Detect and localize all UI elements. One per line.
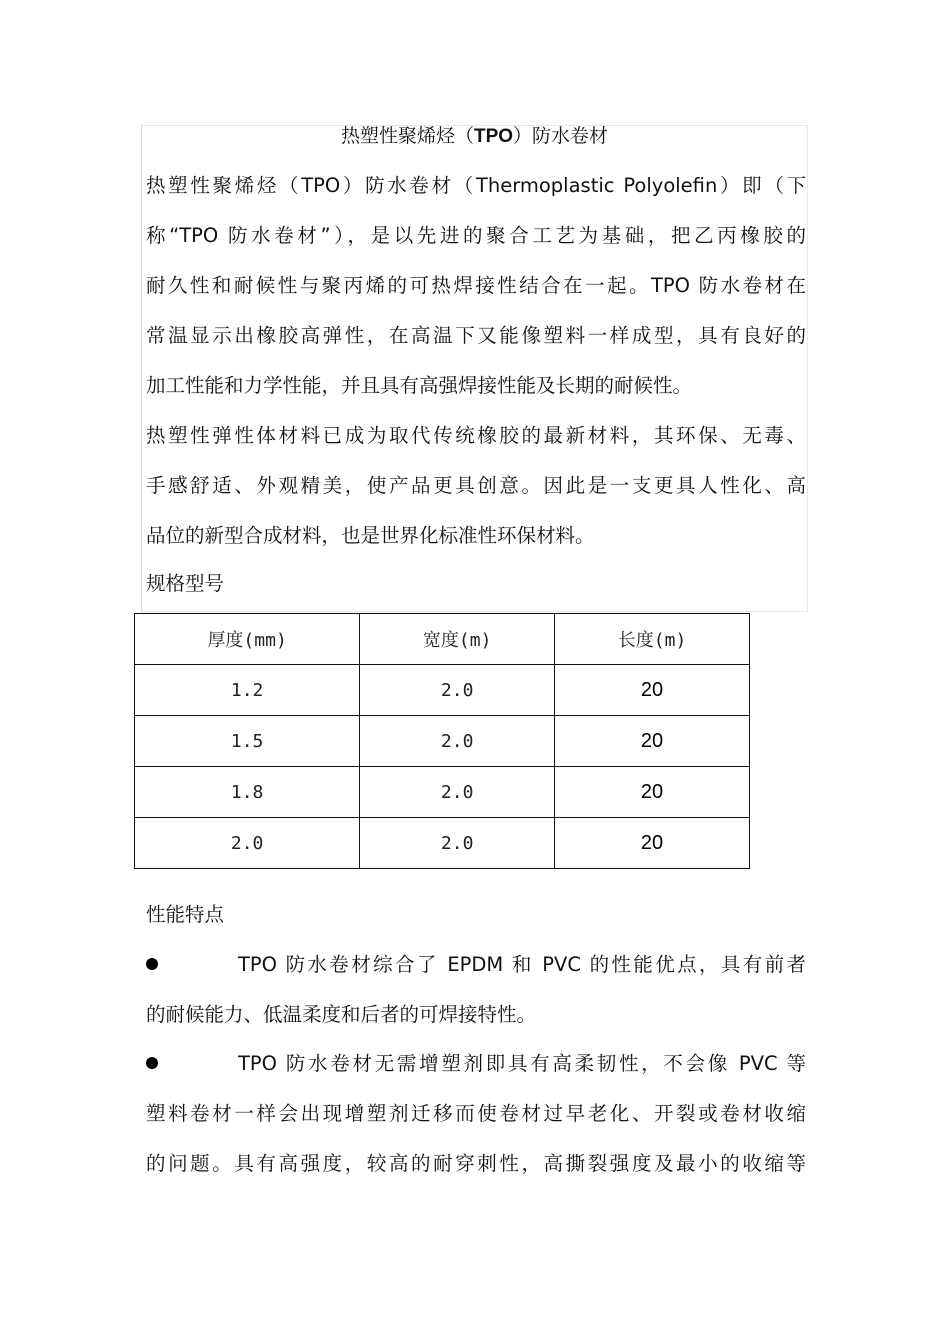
spec-heading: 规格型号 — [146, 572, 225, 595]
header-thickness: 厚度(mm) — [135, 614, 360, 665]
header-length: 长度(m) — [555, 614, 750, 665]
cell-width: 2.0 — [360, 767, 555, 818]
header-width: 宽度(m) — [360, 614, 555, 665]
bullet-line: TPO 防水卷材无需增塑剂即具有高柔韧性，不会像 PVC 等 — [238, 1052, 806, 1075]
table-row — [135, 665, 750, 716]
cell-length: 20 — [555, 767, 750, 818]
document-title: 热塑性聚烯烃（TPO）防水卷材 — [340, 125, 609, 147]
cell-thickness: 1.2 — [135, 665, 360, 716]
cell-thickness: 1.5 — [135, 716, 360, 767]
cell-length: 20 — [555, 716, 750, 767]
paragraph-line: 手感舒适、外观精美，使产品更具创意。因此是一支更具人性化、高 — [146, 474, 806, 497]
intro-line: 加工性能和力学性能，并且具有高强焊接性能及长期的耐候性。 — [146, 374, 693, 397]
intro-line: 热塑性聚烯烃（TPO）防水卷材（Thermoplastic Polyolefin）即（下 — [146, 174, 806, 197]
table-row — [135, 767, 750, 818]
table-row — [135, 716, 750, 767]
intro-line: 常温显示出橡胶高弹性，在高温下又能像塑料一样成型，具有良好的 — [146, 324, 806, 347]
intro-line: 耐久性和耐候性与聚丙烯的可热焊接性结合在一起。TPO 防水卷材在 — [146, 274, 806, 297]
cell-thickness: 2.0 — [135, 818, 360, 869]
paragraph-line: 热塑性弹性体材料已成为取代传统橡胶的最新材料，其环保、无毒、 — [146, 424, 806, 447]
cell-width: 2.0 — [360, 665, 555, 716]
features-heading: 性能特点 — [146, 903, 225, 926]
bullet-line: TPO 防水卷材综合了 EPDM 和 PVC 的性能优点，具有前者 — [238, 953, 806, 976]
bullet-dot-icon — [146, 1057, 158, 1069]
paragraph-line: 品位的新型合成材料，也是世界化标准性环保材料。 — [146, 524, 595, 547]
cell-width: 2.0 — [360, 818, 555, 869]
cell-thickness: 1.8 — [135, 767, 360, 818]
cell-length: 20 — [555, 665, 750, 716]
bullet-line: 塑料卷材一样会出现增塑剂迁移而使卷材过早老化、开裂或卷材收缩 — [146, 1102, 806, 1125]
bullet-line: 的耐候能力、低温柔度和后者的可焊接特性。 — [146, 1003, 537, 1026]
table-header-row — [135, 614, 750, 665]
cell-length: 20 — [555, 818, 750, 869]
intro-line: 称“TPO 防水卷材”），是以先进的聚合工艺为基础，把乙丙橡胶的 — [146, 224, 806, 247]
spec-table — [134, 613, 750, 869]
table-row — [135, 818, 750, 869]
bullet-line: 的问题。具有高强度，较高的耐穿刺性，高撕裂强度及最小的收缩等 — [146, 1152, 806, 1175]
bullet-dot-icon — [146, 958, 158, 970]
cell-width: 2.0 — [360, 716, 555, 767]
